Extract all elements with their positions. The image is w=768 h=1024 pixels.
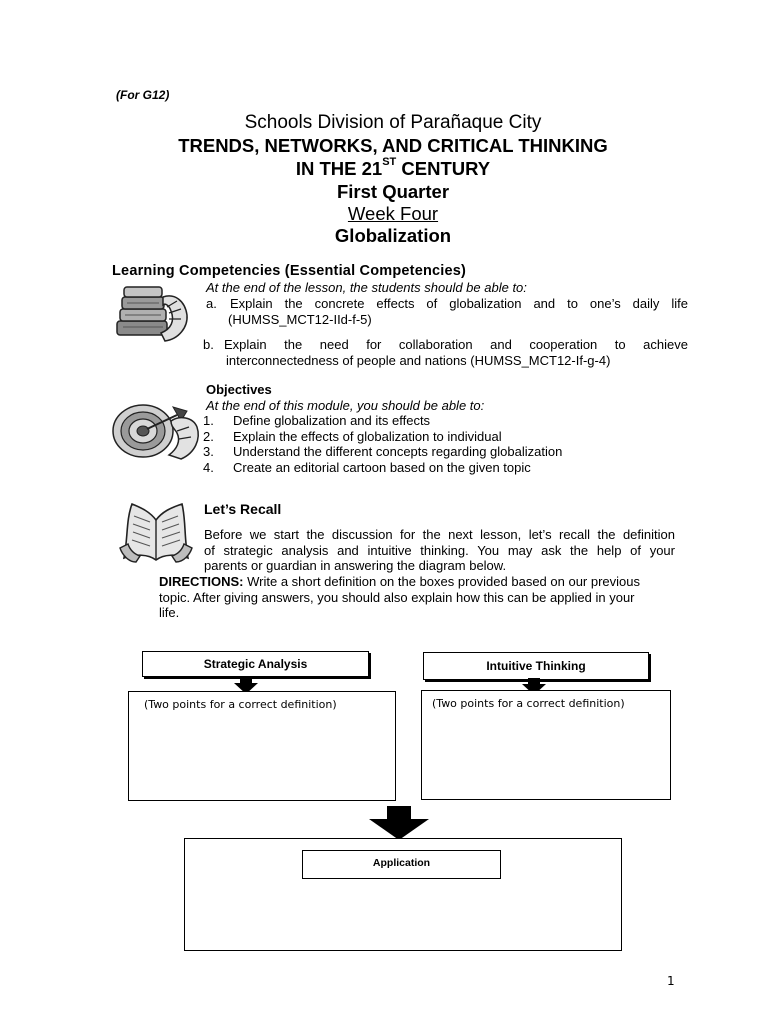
intuitive-answer-placeholder: (Two points for a correct definition) [432,697,625,710]
objective-number: 2. [203,428,214,444]
division-name: Schools Division of Parañaque City [244,112,542,133]
recall-line: parents or guardian in answering the diagram below. [204,558,507,573]
objective-text: Understand the different concepts regarding globalization [233,444,563,460]
intuitive-thinking-label: Intuitive Thinking [486,659,586,673]
directions-paragraph [159,574,675,621]
competency-a-line1: Explain the concrete effects of globalization and to one’s daily life [230,296,688,311]
objectives-list [203,413,562,475]
quarter-label: First Quarter [336,181,450,202]
competency-a-marker: a. [206,296,217,311]
recall-line: of strategic analysis and intuitive thinking. You may ask the help of your [204,542,675,558]
page-number: 1 [667,974,675,988]
strategic-analysis-answer-box[interactable] [128,691,396,801]
topic-title: Globalization [334,225,452,246]
intuitive-thinking-answer-box[interactable] [421,690,671,800]
objectives-heading: Objectives [206,382,272,397]
objective-text: Define globalization and its effects [233,413,431,428]
objective-item [203,429,562,445]
open-book-reader-icon [118,498,194,566]
lets-recall-heading: Let’s Recall [204,501,282,517]
arrow-down-icon [368,806,430,840]
objective-item [203,460,562,476]
directions-line: Write a short definition on the boxes provided based on our previous [243,574,640,589]
intuitive-thinking-label-box [423,652,649,680]
week-label: Week Four [347,203,439,224]
strategic-answer-placeholder: (Two points for a correct definition) [144,698,337,711]
directions-label: DIRECTIONS: [159,574,244,589]
strategic-analysis-label: Strategic Analysis [203,657,308,671]
grade-label: (For G12) [116,88,170,102]
strategic-analysis-label-box [142,651,369,677]
books-hand-icon [113,283,191,345]
competency-b-marker: b. [203,337,214,352]
target-dart-icon [107,401,205,463]
competencies-intro: At the end of the lesson, the students should be able to: [206,280,527,295]
application-label-box [302,850,501,879]
objective-text: Create an editorial cartoon based on the given topic [233,459,531,475]
competency-b-line1: Explain the need for collaboration and cooperation to achieve [224,337,688,352]
objectives-intro: At the end of this module, you should be able to: [206,398,485,413]
learning-competencies-heading: Learning Competencies (Essential Competencies) [112,263,467,279]
objective-number: 4. [203,459,214,475]
recall-line: Before we start the discussion for the next lesson, let’s recall the definition [204,527,675,542]
competency-b-line2: interconnectedness of people and nations (HUMSS_MCT12-If-g-4) [226,353,611,368]
directions-line: life. [159,605,180,620]
directions-line: topic. After giving answers, you should also explain how this can be applied in your [159,589,635,605]
title-superscript: ST [382,156,397,168]
competency-a-line2: (HUMSS_MCT12-IId-f-5) [228,312,372,327]
title-suffix: CENTURY [396,158,491,179]
recall-paragraph [204,527,675,574]
objective-number: 3. [203,444,214,460]
application-label: Application [372,857,431,869]
objective-number: 1. [203,413,214,428]
objective-item [203,444,562,460]
objective-item [203,413,562,429]
objective-text: Explain the effects of globalization to individual [233,428,502,444]
title-prefix: IN THE 21 [295,158,383,179]
subject-title-line2 [0,158,768,180]
subject-title-line1: TRENDS, NETWORKS, AND CRITICAL THINKING [178,135,608,156]
